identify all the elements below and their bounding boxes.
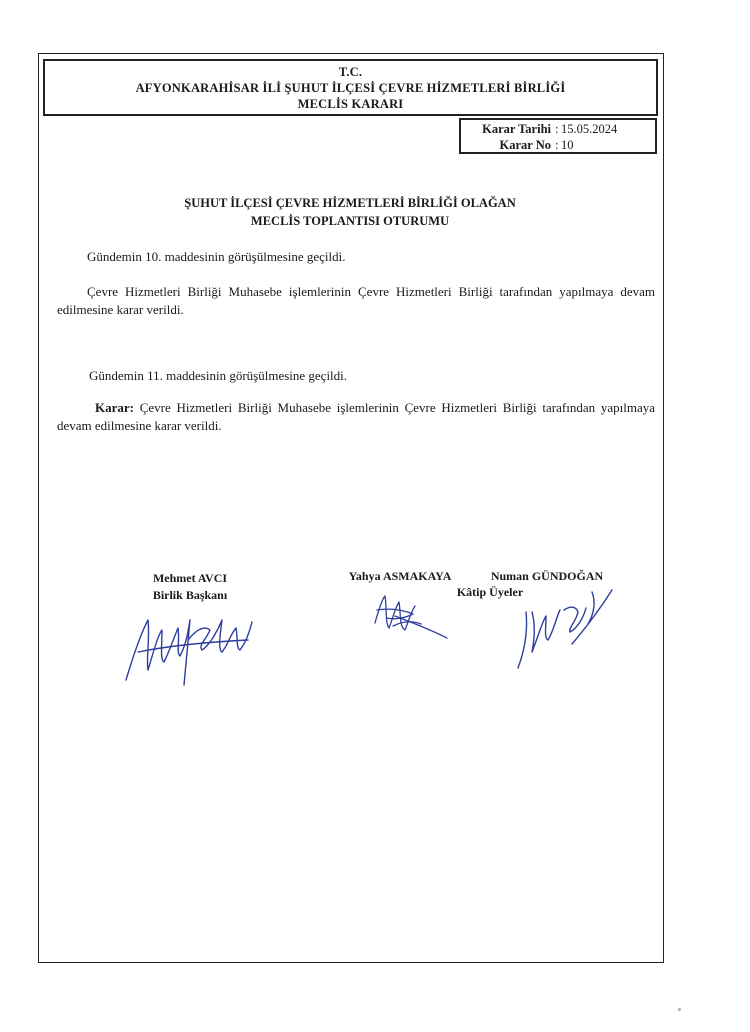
member1-name: Yahya ASMAKAYA xyxy=(348,569,452,583)
decision-text: Çevre Hizmetleri Birliği Muhasebe işlemlerinin Çevre Hizmetleri Birliği tarafından yapılmaya devam edilmesine karar verildi. xyxy=(57,400,655,433)
decision-date-value: 15.05.2024 xyxy=(561,122,618,136)
decision-no-value: 10 xyxy=(561,138,574,152)
agenda-item-11: Gündemin 11. maddesinin görüşülmesine geçildi. xyxy=(89,368,348,383)
decision-no-row xyxy=(461,137,655,153)
document-header xyxy=(43,59,658,116)
scan-speck xyxy=(678,1008,681,1011)
decision-date-label: Karar Tarihi xyxy=(482,122,551,136)
meeting-title-line1: ŞUHUT İLÇESİ ÇEVRE HİZMETLERİ BİRLİĞİ OLAĞAN xyxy=(184,196,516,210)
members-title: Kâtip Üyeler xyxy=(456,585,524,599)
page-frame xyxy=(38,53,664,963)
header-institution: AFYONKARAHİSAR İLİ ŞUHUT İLÇESİ ÇEVRE HİZMETLERİ BİRLİĞİ xyxy=(135,81,566,95)
decision-label: Karar: xyxy=(95,400,134,415)
decision-no-separator: : xyxy=(555,138,559,152)
header-doc-type: MECLİS KARARI xyxy=(297,97,404,111)
member2-signature xyxy=(512,582,622,672)
member1-signature xyxy=(365,588,460,648)
meeting-title xyxy=(60,194,640,230)
chair-title: Birlik Başkanı xyxy=(152,588,228,602)
decision-no-label: Karar No xyxy=(499,138,551,152)
chair-name: Mehmet AVCI xyxy=(152,571,228,585)
decision-date-row xyxy=(461,121,655,137)
decision-paragraph-1: Çevre Hizmetleri Birliği Muhasebe işlemlerinin Çevre Hizmetleri Birliği tarafından yapılmaya devam edilmesine karar verildi. xyxy=(57,284,655,317)
header-country: T.C. xyxy=(338,65,363,79)
member2-name: Numan GÜNDOĞAN xyxy=(490,569,604,583)
member1-signature-block xyxy=(335,568,465,585)
decision-date-separator: : xyxy=(555,122,559,136)
meeting-title-line2: MECLİS TOPLANTISI OTURUMU xyxy=(250,214,450,228)
chair-signature xyxy=(118,590,268,690)
agenda-item-10: Gündemin 10. maddesinin görüşülmesine geçildi. xyxy=(87,249,346,264)
decision-info-box xyxy=(459,118,657,154)
decision-paragraph-2 xyxy=(57,399,655,435)
